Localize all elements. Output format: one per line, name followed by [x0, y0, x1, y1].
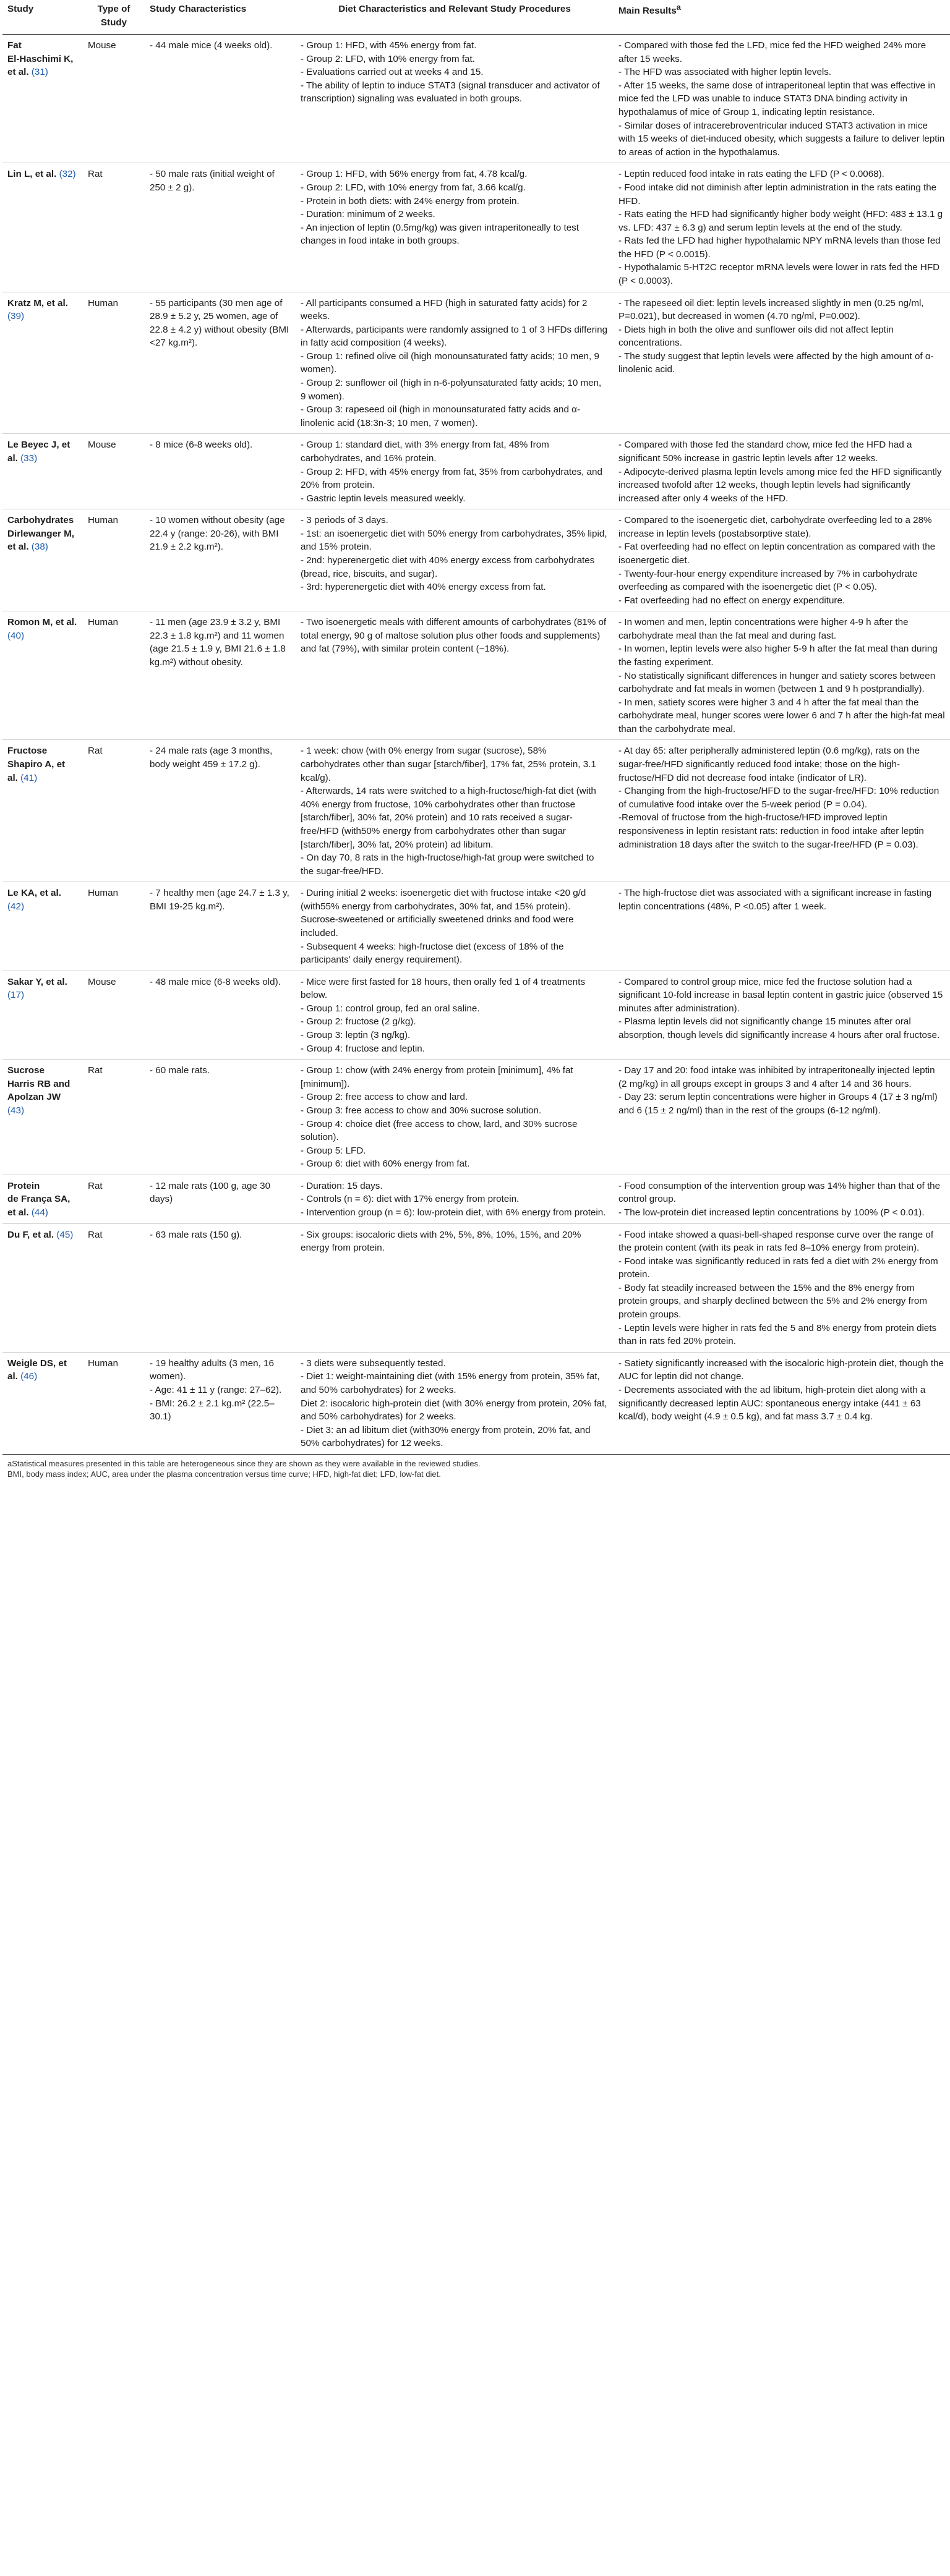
characteristics-cell: [145, 434, 296, 509]
characteristics-line: - 10 women without obesity (age 22.4 y (range: 20-26), with BMI 21.9 ± 2.2 kg.m²).: [150, 515, 285, 553]
diet-line: - Group 2: HFD, with 45% energy from fat, 35% from carbohydrates, and 20% from protein.: [301, 466, 602, 491]
results-line: - Adipocyte-derived plasma leptin levels among mice fed the HFD significantly increased twofold after 12 weeks, though leptin levels had significantly increased after only 4 weeks of the HFD.: [618, 466, 942, 504]
characteristics-line: - 63 male rats (150 g).: [150, 1229, 242, 1240]
results-line: - Rats eating the HFD had significantly higher body weight (HFD: 483 ± 13.1 g vs. LFD: 437 ± 6.3 g) and serum leptin levels at the end of the study.: [618, 209, 943, 233]
reference-link[interactable]: (17): [7, 990, 25, 1001]
diet-line: - 3 periods of 3 days.: [301, 515, 388, 526]
reference-link[interactable]: (45): [56, 1229, 74, 1240]
diet-line: - 3rd: hyperenergetic diet with 40% energy excess from fat.: [301, 582, 546, 593]
reference-link[interactable]: (44): [31, 1207, 48, 1218]
study-name: Shapiro A, et al.: [7, 759, 66, 783]
characteristics-cell: [145, 509, 296, 611]
diet-line: - Group 2: LFD, with 10% energy from fat, 3.66 kcal/g.: [301, 182, 526, 193]
category-label: Fructose: [7, 746, 48, 757]
reference-link[interactable]: (38): [31, 542, 48, 553]
diet-line: - Evaluations carried out at weeks 4 and 15.: [301, 67, 484, 78]
study-name: Dirlewanger M, et al.: [7, 528, 75, 553]
diet-line: - 2nd: hyperenergetic diet with 40% energy excess from carbohydrates (bread, rice, biscuits, and sugar).: [301, 555, 595, 579]
diet-line: - Diet 1: weight-maintaining diet (with 15% energy from protein, 35% fat, and 50% carbohydrates) for 2 weeks.: [301, 1371, 600, 1395]
diet-line: - Afterwards, 14 rats were switched to a high-fructose/high-fat diet (with 40% energy from fructose, 10% carbohydrates other than fructose [starch/fiber], 30% fat, 20% protein) and 10 rats received a sugar-free/HFD (with50% energy from carbohydrates other than sugar [starch/fiber], 30% fat, 20% protein) ad libitum.: [301, 786, 596, 850]
results-cell: [614, 1223, 950, 1352]
reference-link[interactable]: (31): [31, 67, 48, 78]
table-row: [2, 740, 950, 882]
characteristics-line: - Age: 41 ± 11 y (range: 27–62).: [150, 1384, 282, 1395]
diet-line: - Intervention group (n = 6): low-protein diet, with 6% energy from protein.: [301, 1207, 606, 1218]
study-name: Du F, et al.: [7, 1229, 54, 1240]
results-line: - The rapeseed oil diet: leptin levels increased slightly in men (0.25 ng/ml, P=0.021), but decreased in women (4.70 ng/ml, P=0.002).: [618, 297, 924, 322]
characteristics-cell: [145, 292, 296, 434]
study-cell: [2, 35, 83, 163]
study-cell: [2, 882, 83, 971]
results-line: - Day 17 and 20: food intake was inhibited by intraperitoneally injected leptin (2 mg/kg) in all groups except in groups 3 and 4 after 14 and 36 hours.: [618, 1065, 935, 1089]
results-line: - Compared to control group mice, mice fed the fructose solution had a significant 10-fold increase in basal leptin content in gastric juice (observed 15 minutes after administration).: [618, 976, 943, 1014]
characteristics-cell: [145, 611, 296, 740]
table-row: [2, 611, 950, 740]
category-label: Protein: [7, 1180, 40, 1191]
characteristics-line: - 50 male rats (initial weight of 250 ± 2 g).: [150, 169, 275, 193]
results-line: - Compared to the isoenergetic diet, carbohydrate overfeeding led to a 28% increase in leptin levels (postabsorptive state).: [618, 515, 932, 539]
table-row: [2, 1223, 950, 1352]
results-cell: [614, 740, 950, 882]
results-line: - Fat overfeeding had no effect on leptin concentration as compared with the isoenergetic diet.: [618, 542, 936, 566]
study-cell: [2, 740, 83, 882]
characteristics-line: - 19 healthy adults (3 men, 16 women).: [150, 1358, 274, 1382]
diet-line: - During initial 2 weeks: isoenergetic diet with fructose intake <20 g/d (with55% energy from carbohydrates, 30% fat, and 15% protein). Sucrose-sweetened or artificially sweetened drinks and food were included.: [301, 888, 586, 938]
reference-link[interactable]: (40): [7, 630, 25, 641]
diet-line: - Group 1: chow (with 24% energy from protein [minimum], 4% fat [minimum]).: [301, 1065, 573, 1089]
results-cell: [614, 611, 950, 740]
results-line: - No statistically significant differences in hunger and satiety scores between carbohydrate and fat meals in women (between 1 and 9 h postprandially).: [618, 670, 936, 695]
footnote-statistics: aStatistical measures presented in this table are heterogeneous since they are shown as they were available in the reviewed studies.: [7, 1458, 481, 1468]
study-name: Kratz M, et al.: [7, 297, 68, 308]
footnote-abbreviations: BMI, body mass index; AUC, area under the plasma concentration versus time curve; HFD, high-fat diet; LFD, low-fat diet.: [7, 1469, 441, 1479]
header-results: [614, 0, 950, 35]
reference-link[interactable]: (46): [20, 1371, 38, 1382]
study-type: Mouse: [83, 35, 145, 163]
study-type: Human: [83, 292, 145, 434]
diet-line: - Group 3: free access to chow and 30% sucrose solution.: [301, 1105, 542, 1116]
header-row: [2, 0, 950, 35]
results-line: - Hypothalamic 5-HT2C receptor mRNA levels were lower in rats fed the HFD (P < 0.0003).: [618, 262, 940, 286]
results-line: - Food intake was significantly reduced in rats fed a diet with 2% energy from protein.: [618, 1256, 938, 1280]
results-line: - Day 23: serum leptin concentrations were higher in Groups 4 (17 ± 3 ng/ml) and 6 (15 ± 2 ng/ml) than in the rest of the groups (6-12 ng/ml).: [618, 1092, 938, 1116]
diet-line: - Duration: minimum of 2 weeks.: [301, 209, 435, 220]
diet-cell: [296, 740, 614, 882]
results-line: - In men, satiety scores were higher 3 and 4 h after the fat meal than the carbohydrate meal, hunger scores were lower 6 and 7 h after the high-fat meal than the carbohydrate meal.: [618, 697, 945, 734]
study-name: Romon M, et al.: [7, 617, 77, 628]
study-name: de França SA, et al.: [7, 1194, 71, 1218]
diet-line: - Gastric leptin levels measured weekly.: [301, 493, 466, 504]
results-line: - Food consumption of the intervention group was 14% higher than that of the control group.: [618, 1180, 941, 1205]
diet-line: - Subsequent 4 weeks: high-fructose diet (excess of 18% of the participants' daily energy requirement).: [301, 941, 564, 966]
diet-line: - An injection of leptin (0.5mg/kg) was given intraperitoneally to test changes in food intake in both groups.: [301, 222, 579, 247]
study-type: Rat: [83, 163, 145, 292]
characteristics-line: - 24 male rats (age 3 months, body weight 459 ± 17.2 g).: [150, 746, 273, 770]
results-cell: [614, 882, 950, 971]
results-line: - The high-fructose diet was associated with a significant increase in fasting leptin concentrations (48%, P <0.05) after 1 week.: [618, 888, 932, 912]
study-name: Le KA, et al.: [7, 888, 61, 899]
study-name: Lin L, et al.: [7, 169, 57, 180]
results-cell: [614, 1175, 950, 1223]
results-line: - Food intake showed a quasi-bell-shaped response curve over the range of the protein content (with its peak in rats fed 8–10% energy from protein).: [618, 1229, 934, 1254]
table-row: [2, 35, 950, 163]
table-row: [2, 1175, 950, 1223]
study-name: Harris RB and Apolzan JW: [7, 1078, 71, 1103]
study-type: Rat: [83, 1175, 145, 1223]
diet-cell: [296, 1175, 614, 1223]
diet-line: - Group 3: leptin (3 ng/kg).: [301, 1030, 411, 1041]
diet-line: - Two isoenergetic meals with different amounts of carbohydrates (81% of total energy, 90 g of maltose solution plus other foods and supplements) and fat (79%), with similar protein content (~18%).: [301, 617, 607, 655]
diet-cell: [296, 1352, 614, 1454]
results-line: - Fat overfeeding had no effect on energy expenditure.: [618, 595, 845, 606]
results-line: - Changing from the high-fructose/HFD to the sugar-free/HFD: 10% reduction of cumulative food intake over the 5-week period (P = 0.04).: [618, 786, 939, 810]
reference-link[interactable]: (32): [59, 169, 76, 180]
diet-line: - Group 2: fructose (2 g/kg).: [301, 1016, 416, 1027]
table-row: [2, 509, 950, 611]
results-line: - Leptin levels were higher in rats fed the 5 and 8% energy from protein diets than in rats fed 20% protein.: [618, 1322, 937, 1347]
diet-line: - Group 2: free access to chow and lard.: [301, 1092, 468, 1103]
results-line: - At day 65: after peripherally administered leptin (0.6 mg/kg), rats on the sugar-free/HFD significantly reduced food intake; those on the high-fructose/HFD did not decrease food intake (indicator of LR).: [618, 746, 920, 783]
study-cell: [2, 163, 83, 292]
results-line: - Decrements associated with the ad libitum, high-protein diet along with a significantly decreased leptin AUC: spontaneous energy intake (441 ± 63 kcal/d), body weight (4.9 ± 0.5 kg), and fat mass 3.7 ± 0.4 kg.: [618, 1384, 926, 1422]
characteristics-cell: [145, 1175, 296, 1223]
diet-cell: [296, 882, 614, 971]
study-cell: [2, 509, 83, 611]
diet-cell: [296, 509, 614, 611]
characteristics-cell: [145, 35, 296, 163]
characteristics-cell: [145, 163, 296, 292]
diet-line: - 1 week: chow (with 0% energy from sugar (sucrose), 58% carbohydrates other than sugar [starch/fiber], 17% fat, 25% protein, 3.1 kcal/g).: [301, 746, 596, 783]
study-cell: [2, 1060, 83, 1175]
study-type: Human: [83, 611, 145, 740]
diet-line: - Six groups: isocaloric diets with 2%, 5%, 8%, 10%, 15%, and 20% energy from protein.: [301, 1229, 581, 1254]
diet-line: - Group 2: sunflower oil (high in n-6-polyunsaturated fatty acids; 10 men, 9 women).: [301, 378, 602, 402]
results-cell: [614, 434, 950, 509]
reference-link[interactable]: (42): [7, 901, 25, 912]
study-name: El-Haschimi K, et al.: [7, 53, 74, 78]
category-label: Carbohydrates: [7, 515, 74, 526]
header-results-footnote-mark: a: [676, 3, 681, 12]
diet-line: - Duration: 15 days.: [301, 1180, 383, 1191]
study-type: Rat: [83, 740, 145, 882]
table-row: [2, 163, 950, 292]
results-line: - In women and men, leptin concentrations were higher 4-9 h after the carbohydrate meal than the fat meal and during fast.: [618, 617, 909, 641]
results-cell: [614, 509, 950, 611]
table-row: [2, 292, 950, 434]
diet-line: - 3 diets were subsequently tested.: [301, 1358, 446, 1369]
header-characteristics: Study Characteristics: [145, 0, 296, 35]
diet-line: - Afterwards, participants were randomly assigned to 1 of 3 HFDs differing in fatty acid composition (4 weeks).: [301, 324, 608, 349]
header-study: Study: [2, 0, 83, 35]
study-type: Human: [83, 882, 145, 971]
study-type: Mouse: [83, 971, 145, 1059]
study-type: Human: [83, 509, 145, 611]
studies-table: [2, 0, 950, 1455]
reference-link[interactable]: (43): [7, 1105, 25, 1116]
study-type: Mouse: [83, 434, 145, 509]
results-line: - Leptin reduced food intake in rats eating the LFD (P < 0.0068).: [618, 169, 884, 180]
table-row: [2, 971, 950, 1059]
characteristics-line: - 48 male mice (6-8 weeks old).: [150, 976, 281, 987]
characteristics-cell: [145, 1223, 296, 1352]
diet-line: - Group 6: diet with 60% energy from fat.: [301, 1158, 470, 1170]
study-cell: [2, 1223, 83, 1352]
reference-link[interactable]: (41): [20, 772, 38, 783]
study-cell: [2, 971, 83, 1059]
characteristics-cell: [145, 971, 296, 1059]
header-results-label: Main Results: [618, 6, 677, 17]
diet-line: - All participants consumed a HFD (high in saturated fatty acids) for 2 weeks.: [301, 297, 588, 322]
results-line: - Satiety significantly increased with the isocaloric high-protein diet, though the AUC for leptin did not change.: [618, 1358, 944, 1382]
study-type: Rat: [83, 1223, 145, 1352]
table-body: [2, 35, 950, 1455]
characteristics-cell: [145, 1352, 296, 1454]
diet-line: - 1st: an isoenergetic diet with 50% energy from carbohydrates, 35% lipid, and 15% protein.: [301, 528, 607, 553]
diet-line: - Group 3: rapeseed oil (high in monounsaturated fatty acids and α-linolenic acid (18:3n-3; 10 men, 7 women).: [301, 404, 581, 428]
results-cell: [614, 1060, 950, 1175]
characteristics-cell: [145, 740, 296, 882]
characteristics-cell: [145, 1060, 296, 1175]
characteristics-cell: [145, 882, 296, 971]
diet-cell: [296, 1223, 614, 1352]
category-label: Sucrose: [7, 1065, 45, 1076]
diet-cell: [296, 611, 614, 740]
reference-link[interactable]: (39): [7, 311, 25, 322]
results-line: - The study suggest that leptin levels were affected by the high amount of α-linolenic acid.: [618, 351, 934, 375]
characteristics-line: - 60 male rats.: [150, 1065, 210, 1076]
characteristics-line: - 7 healthy men (age 24.7 ± 1.3 y, BMI 19-25 kg.m²).: [150, 888, 289, 912]
results-line: - After 15 weeks, the same dose of intraperitoneal leptin that was effective in mice fed the LFD was unable to induce STAT3 DNA binding activity in hypothalamus of mice of Group 1, indicating leptin resistance.: [618, 80, 936, 118]
results-cell: [614, 292, 950, 434]
study-name: Sakar Y, et al.: [7, 976, 67, 987]
diet-cell: [296, 971, 614, 1059]
diet-cell: [296, 434, 614, 509]
results-line: - Food intake did not diminish after leptin administration in the rats eating the HFD.: [618, 182, 937, 206]
diet-line: - On day 70, 8 rats in the high-fructose/high-fat group were switched to the sugar-free/HFD.: [301, 852, 594, 877]
table-row: [2, 1352, 950, 1454]
diet-line: - The ability of leptin to induce STAT3 (signal transducer and activator of transcription) signaling was evaluated in both groups.: [301, 80, 600, 104]
characteristics-line: - 12 male rats (100 g, age 30 days): [150, 1180, 271, 1205]
results-line: - The HFD was associated with higher leptin levels.: [618, 67, 832, 78]
study-cell: [2, 292, 83, 434]
diet-cell: [296, 1060, 614, 1175]
results-line: - Rats fed the LFD had higher hypothalamic NPY mRNA levels than those fed the HFD (P < 0.0015).: [618, 236, 941, 260]
diet-line: - Group 1: standard diet, with 3% energy from fat, 48% from carbohydrates, and 16% protein.: [301, 440, 549, 464]
results-line: -Removal of fructose from the high-fructose/HFD improved leptin responsiveness in leptin resistant rats: reduction in food intake after leptin administration 18 days after the switch to the sugar-free/HFD (P = 0.03).: [618, 812, 924, 850]
header-type: Type of Study: [83, 0, 145, 35]
table-row: [2, 882, 950, 971]
diet-cell: [296, 163, 614, 292]
results-line: - In women, leptin levels were also higher 5-9 h after the fat meal than during the fasting experiment.: [618, 644, 938, 668]
study-name: Le Beyec J, et al.: [7, 440, 71, 464]
diet-line: - Mice were first fasted for 18 hours, then orally fed 1 of 4 treatments below.: [301, 976, 586, 1001]
characteristics-line: - 55 participants (30 men age of 28.9 ± 5.2 y, 25 women, age of 22.8 ± 4.2 y) without obesity (BMI <27 kg.m²).: [150, 297, 289, 349]
category-label: Fat: [7, 40, 22, 51]
table-row: [2, 434, 950, 509]
diet-line: - Group 2: LFD, with 10% energy from fat.: [301, 53, 475, 64]
study-name: Weigle DS, et al.: [7, 1358, 67, 1382]
study-cell: [2, 1175, 83, 1223]
results-line: - Similar doses of intracerebroventricular induced STAT3 activation in mice with 15 weeks of diet-induced obesity, which suggests a failure to deliver leptin to areas of action in the hypothalamus.: [618, 120, 945, 158]
diet-cell: [296, 35, 614, 163]
diet-line: - Diet 3: an ad libitum diet (with30% energy from protein, 20% fat, and 50% carbohydrates) for 12 weeks.: [301, 1424, 591, 1449]
reference-link[interactable]: (33): [20, 453, 38, 464]
header-diet: Diet Characteristics and Relevant Study Procedures: [296, 0, 614, 35]
results-line: - The low-protein diet increased leptin concentrations by 100% (P < 0.01).: [618, 1207, 925, 1218]
characteristics-line: - 44 male mice (4 weeks old).: [150, 40, 273, 51]
diet-line: - Group 5: LFD.: [301, 1145, 366, 1156]
diet-line: - Group 1: refined olive oil (high monounsaturated fatty acids; 10 men, 9 women).: [301, 351, 599, 375]
diet-line: - Group 1: HFD, with 45% energy from fat.: [301, 40, 477, 51]
characteristics-line: - BMI: 26.2 ± 2.1 kg.m² (22.5–30.1): [150, 1398, 275, 1422]
table-footnote: [2, 1455, 901, 1484]
characteristics-line: - 11 men (age 23.9 ± 3.2 y, BMI 22.3 ± 1.8 kg.m²) and 11 women (age 21.5 ± 1.9 y, BMI 21.6 ± 1.8 kg.m²) without obesity.: [150, 617, 286, 668]
table-row: [2, 1060, 950, 1175]
results-line: - Compared with those fed the standard chow, mice fed the HFD had a significant 50% increase in gastric leptin levels after 12 weeks.: [618, 440, 912, 464]
diet-line: - Group 4: choice diet (free access to chow, lard, and 30% sucrose solution).: [301, 1118, 578, 1143]
results-cell: [614, 971, 950, 1059]
results-line: - Diets high in both the olive and sunflower oils did not affect leptin concentrations.: [618, 324, 894, 349]
study-cell: [2, 611, 83, 740]
diet-line: - Group 1: control group, fed an oral saline.: [301, 1003, 480, 1014]
diet-line: - Group 4: fructose and leptin.: [301, 1043, 425, 1054]
diet-line: - Controls (n = 6): diet with 17% energy from protein.: [301, 1194, 520, 1205]
study-type: Rat: [83, 1060, 145, 1175]
diet-cell: [296, 292, 614, 434]
results-cell: [614, 163, 950, 292]
results-line: - Body fat steadily increased between the 15% and the 8% energy from protein groups, and sharply declined between the 5% and 2% energy from protein groups.: [618, 1282, 927, 1320]
results-line: - Plasma leptin levels did not significantly change 15 minutes after oral absorption, though levels did significantly increase 4 hours after oral fructose.: [618, 1016, 940, 1041]
diet-line: Diet 2: isocaloric high-protein diet (with 30% energy from protein, 20% fat, and 50% carbohydrates) for 2 weeks.: [301, 1398, 607, 1422]
results-cell: [614, 1352, 950, 1454]
characteristics-line: - 8 mice (6-8 weeks old).: [150, 440, 253, 451]
results-cell: [614, 35, 950, 163]
study-cell: [2, 1352, 83, 1454]
study-type: Human: [83, 1352, 145, 1454]
results-line: - Twenty-four-hour energy expenditure increased by 7% in carbohydrate overfeeding as compared with the isoenergetic diet (P < 0.05).: [618, 568, 918, 593]
table-header: [2, 0, 950, 35]
study-cell: [2, 434, 83, 509]
diet-line: - Group 1: HFD, with 56% energy from fat, 4.78 kcal/g.: [301, 169, 528, 180]
results-line: - Compared with those fed the LFD, mice fed the HFD weighed 24% more after 15 weeks.: [618, 40, 926, 64]
diet-line: - Protein in both diets: with 24% energy from protein.: [301, 195, 520, 206]
